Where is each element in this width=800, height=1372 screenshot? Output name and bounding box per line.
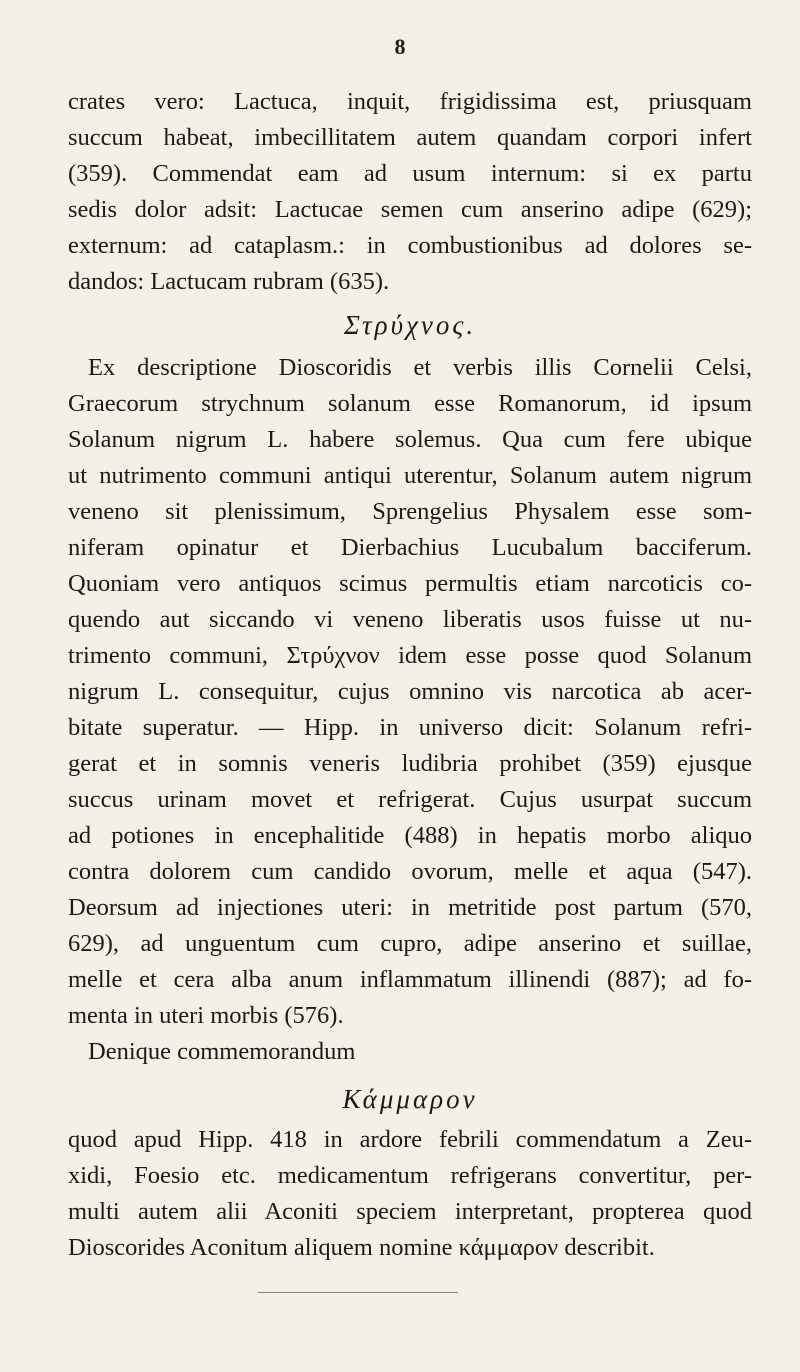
text-line: multi autem alii Aconiti speciem interpretant, propterea quod: [68, 1198, 752, 1225]
text-line: Ex descriptione Dioscoridis et verbis illis Cornelii Celsi,: [88, 354, 752, 381]
text-line: succum habeat, imbecillitatem autem quandam corpori infert: [68, 124, 752, 151]
text-line: Deorsum ad injectiones uteri: in metritide post partum (570,: [68, 894, 752, 921]
text-line: Graecorum strychnum solanum esse Romanorum, id ipsum: [68, 390, 752, 417]
text-line: crates vero: Lactuca, inquit, frigidissima est, priusquam: [68, 88, 752, 115]
text-line: ut nutrimento communi antiqui uterentur, Solanum autem nigrum: [68, 462, 752, 489]
page-number: 8: [394, 34, 406, 59]
text-line: niferam opinatur et Dierbachius Lucubalum bacciferum.: [68, 534, 752, 561]
text-line: Denique commemorandum: [88, 1038, 356, 1065]
text-line: menta in uteri morbis (576).: [68, 1002, 344, 1029]
text-line: contra dolorem cum candido ovorum, melle et aqua (547).: [68, 858, 752, 885]
text-line: Dioscorides Aconitum aliquem nomine κάμμαρον describit.: [68, 1234, 655, 1261]
text-line: bitate superatur. — Hipp. in universo dicit: Solanum refri-: [68, 714, 752, 741]
text-line: dandos: Lactucam rubram (635).: [68, 268, 390, 295]
text-line: ad potiones in encephalitide (488) in hepatis morbo aliquo: [68, 822, 752, 849]
text-line: melle et cera alba anum inflammatum illinendi (887); ad fo-: [68, 966, 752, 993]
section-heading-strychnos: Στρύχνος.: [343, 310, 477, 340]
text-line: xidi, Foesio etc. medicamentum refrigerans convertitur, per-: [68, 1162, 752, 1189]
text-line: quendo aut siccando vi veneno liberatis usos fuisse ut nu-: [68, 606, 752, 633]
paragraph-strychnos: [68, 350, 752, 1070]
text-line: veneno sit plenissimum, Sprengelius Physalem esse som-: [68, 498, 752, 525]
paragraph-lactuca: [68, 84, 752, 300]
paragraph-kammaron: [68, 1122, 752, 1266]
text-line: (359). Commendat eam ad usum internum: si ex partu: [68, 160, 752, 187]
text-line: gerat et in somnis veneris ludibria prohibet (359) ejusque: [68, 750, 752, 777]
text-line: trimento communi, Στρύχνον idem esse posse quod Solanum: [68, 642, 752, 669]
text-line: succus urinam movet et refrigerat. Cujus usurpat succum: [68, 786, 752, 813]
text-line: sedis dolor adsit: Lactucae semen cum anserino adipe (629);: [68, 196, 752, 223]
section-heading-kammaron: Κάμμαρον: [342, 1084, 478, 1114]
text-line: 629), ad unguentum cum cupro, adipe anserino et suillae,: [68, 930, 752, 957]
text-line: quod apud Hipp. 418 in ardore febrili commendatum a Zeu-: [68, 1126, 752, 1153]
text-line: externum: ad cataplasm.: in combustionibus ad dolores se-: [68, 232, 752, 259]
text-line: nigrum L. consequitur, cujus omnino vis narcotica ab acer-: [68, 678, 752, 705]
closing-rule: [258, 1292, 458, 1293]
text-line: Quoniam vero antiquos scimus permultis etiam narcoticis co-: [68, 570, 752, 597]
text-line: Solanum nigrum L. habere solemus. Qua cum fere ubique: [68, 426, 752, 453]
